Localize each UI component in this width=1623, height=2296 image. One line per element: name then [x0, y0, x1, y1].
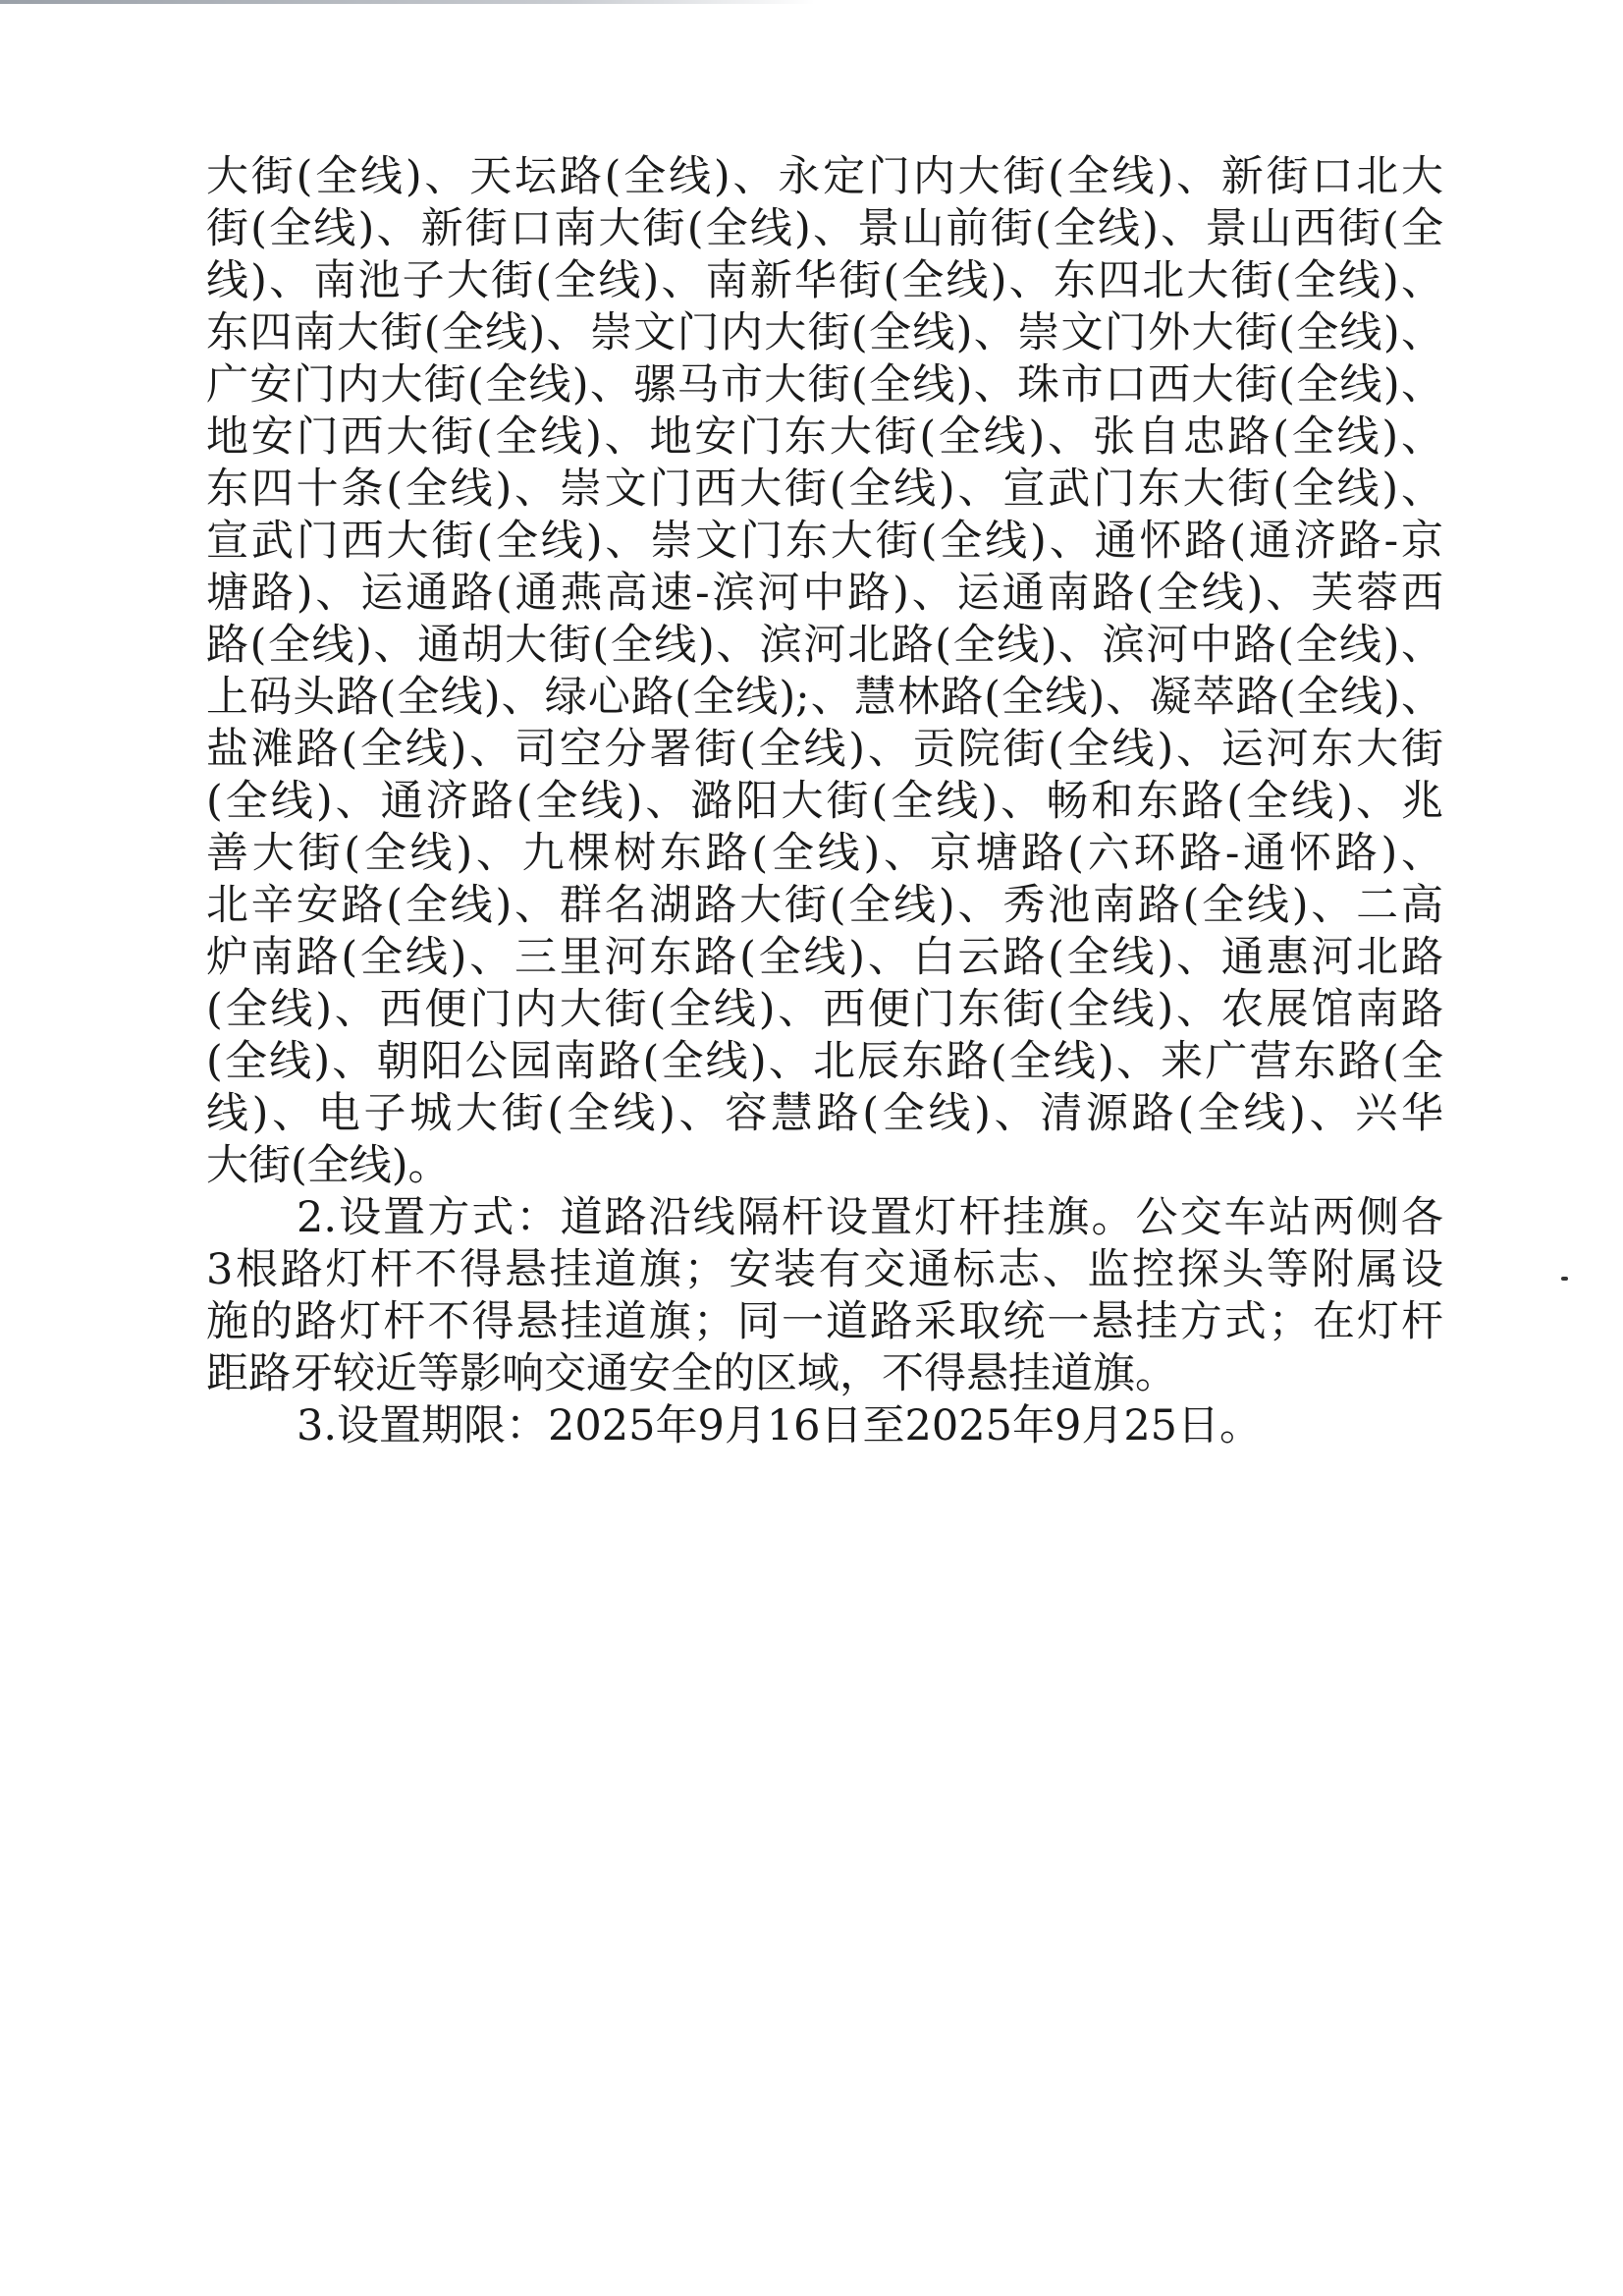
- road-list-line-13: (全线)、通济路(全线)、潞阳大街(全线)、畅和东路(全线)、兆: [206, 777, 1443, 826]
- method-line-1: 2.设置方式：道路沿线隔杆设置灯杆挂旗。公交车站两侧各: [297, 1193, 1443, 1242]
- method-line-2: 3根路灯杆不得悬挂道旗；安装有交通标志、监控探头等附属设: [206, 1245, 1443, 1294]
- method-line-3: 施的路灯杆不得悬挂道旗；同一道路采取统一悬挂方式；在灯杆: [206, 1297, 1443, 1346]
- road-list-line-6: 地安门西大街(全线)、地安门东大街(全线)、张自忠路(全线)、: [206, 412, 1443, 462]
- road-list-line-9: 塘路)、运通路(通燕高速-滨河中路)、运通南路(全线)、芙蓉西: [206, 569, 1443, 618]
- road-list-line-15: 北辛安路(全线)、群名湖路大街(全线)、秀池南路(全线)、二高: [206, 881, 1443, 930]
- period-line: 3.设置期限：2025年9月16日至2025年9月25日。: [297, 1401, 1263, 1450]
- road-list-line-18: (全线)、朝阳公园南路(全线)、北辰东路(全线)、来广营东路(全: [206, 1037, 1443, 1086]
- road-list-line-16: 炉南路(全线)、三里河东路(全线)、白云路(全线)、通惠河北路: [206, 933, 1443, 982]
- method-line-4: 距路牙较近等影响交通安全的区域，不得悬挂道旗。: [206, 1349, 1177, 1398]
- road-list-line-14: 善大街(全线)、九棵树东路(全线)、京塘路(六环路-通怀路)、: [206, 829, 1443, 878]
- scan-top-edge: [0, 0, 815, 4]
- road-list-line-7: 东四十条(全线)、崇文门西大街(全线)、宣武门东大街(全线)、: [206, 465, 1443, 514]
- road-list-line-20: 大街(全线)。: [206, 1141, 451, 1190]
- road-list-line-4: 东四南大街(全线)、崇文门内大街(全线)、崇文门外大街(全线)、: [206, 308, 1443, 357]
- road-list-line-2: 街(全线)、新街口南大街(全线)、景山前街(全线)、景山西街(全: [206, 204, 1443, 253]
- scan-speck: [1561, 1277, 1568, 1281]
- road-list-line-3: 线)、南池子大街(全线)、南新华街(全线)、东四北大街(全线)、: [206, 256, 1443, 305]
- road-list-line-10: 路(全线)、通胡大街(全线)、滨河北路(全线)、滨河中路(全线)、: [206, 621, 1443, 670]
- road-list-line-11: 上码头路(全线)、绿心路(全线);、慧林路(全线)、凝萃路(全线)、: [206, 673, 1443, 722]
- road-list-line-17: (全线)、西便门内大街(全线)、西便门东街(全线)、农展馆南路: [206, 985, 1443, 1034]
- road-list-line-12: 盐滩路(全线)、司空分署街(全线)、贡院街(全线)、运河东大街: [206, 725, 1443, 774]
- road-list-line-5: 广安门内大街(全线)、骡马市大街(全线)、珠市口西大街(全线)、: [206, 360, 1443, 410]
- road-list-line-8: 宣武门西大街(全线)、崇文门东大街(全线)、通怀路(通济路-京: [206, 517, 1443, 566]
- road-list-line-1: 大街(全线)、天坛路(全线)、永定门内大街(全线)、新街口北大: [206, 152, 1443, 201]
- road-list-line-19: 线)、电子城大街(全线)、容慧路(全线)、清源路(全线)、兴华: [206, 1089, 1443, 1138]
